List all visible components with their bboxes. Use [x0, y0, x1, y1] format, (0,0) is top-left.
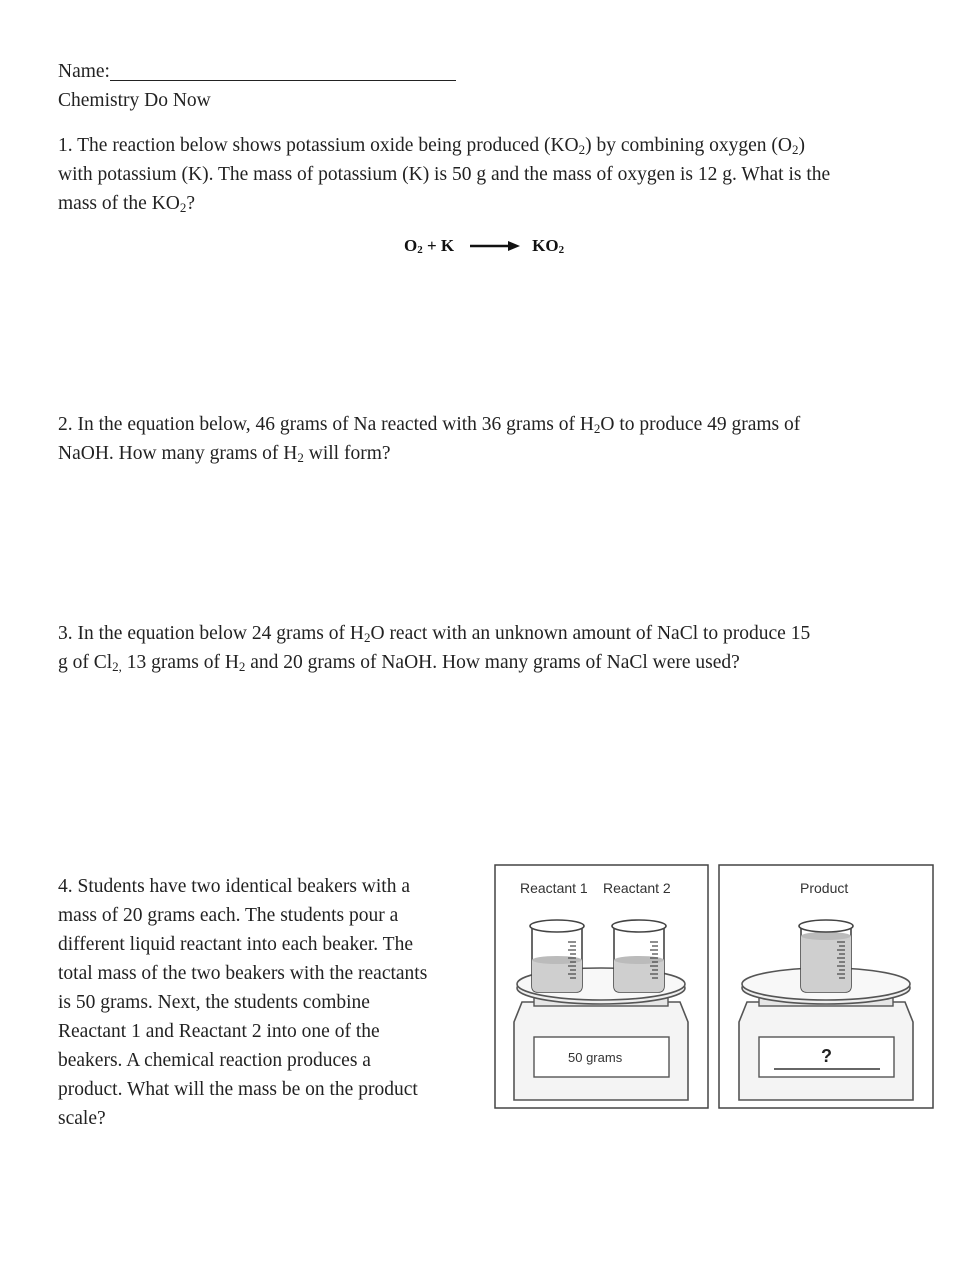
right-scale-reading: ?	[821, 1046, 832, 1066]
name-blank-line[interactable]	[110, 60, 456, 81]
question-4-line: scale?	[58, 1108, 106, 1129]
equation-product: KO2	[532, 236, 565, 256]
reactant-2-label: Reactant 2	[603, 880, 671, 896]
worksheet-subtitle: Chemistry Do Now	[58, 90, 211, 111]
question-2-line-2: NaOH. How many grams of $H_2$ will form?	[58, 443, 391, 465]
chemical-equation	[404, 236, 564, 256]
question-4-line: 4. Students have two identical beakers with a	[58, 876, 410, 897]
question-4-line: Reactant 1 and Reactant 2 into one of the	[58, 1021, 380, 1042]
question-3-line-1: 3. In the equation below 24 grams of $H_2O$ react with an unknown amount of NaCl to produce 15	[58, 623, 811, 645]
reaction-arrow-icon	[470, 240, 520, 252]
left-scale-reading: 50 grams	[568, 1050, 623, 1065]
product-beaker-icon	[799, 920, 853, 992]
question-4-line: total mass of the two beakers with the reactants	[58, 963, 428, 984]
question-4-line: is 50 grams. Next, the students combine	[58, 992, 370, 1013]
question-4-line: mass of 20 grams each. The students pour a	[58, 905, 399, 926]
name-field[interactable]	[58, 57, 456, 86]
product-scale-panel	[719, 865, 933, 1108]
equation-reactants: O2 + K	[404, 236, 455, 256]
question-1-line-1: 1. The reaction below shows potassium oxide being produced $(KO_2)$ by combining oxygen $(O_2)$	[58, 135, 806, 157]
question-2	[58, 410, 928, 468]
question-4	[58, 872, 478, 1133]
question-4-line: product. What will the mass be on the product	[58, 1079, 418, 1100]
product-label: Product	[800, 880, 849, 896]
question-2-line-1: 2. In the equation below, 46 grams of Na reacted with 36 grams of $H_2O$ to produce 49 grams of	[58, 414, 801, 436]
question-1-line-2: with potassium (K). The mass of potassium (K) is 50 g and the mass of oxygen is 12 g. What is the	[58, 164, 831, 185]
name-label: Name:	[58, 61, 110, 82]
question-3	[58, 619, 928, 677]
question-1-line-3: mass of the $KO_2$?	[58, 193, 196, 215]
question-4-line: different liquid reactant into each beaker. The	[58, 934, 413, 955]
scale-figure	[494, 864, 936, 1110]
question-1	[58, 131, 928, 218]
question-4-line: beakers. A chemical reaction produces a	[58, 1050, 371, 1071]
reactant-scale-panel	[495, 865, 708, 1108]
question-3-line-2: g of $Cl_{2,}$ 13 grams of $H_2$ and 20 grams of NaOH. How many grams of NaCl were used?	[58, 652, 740, 674]
reactant-1-label: Reactant 1	[520, 880, 588, 896]
